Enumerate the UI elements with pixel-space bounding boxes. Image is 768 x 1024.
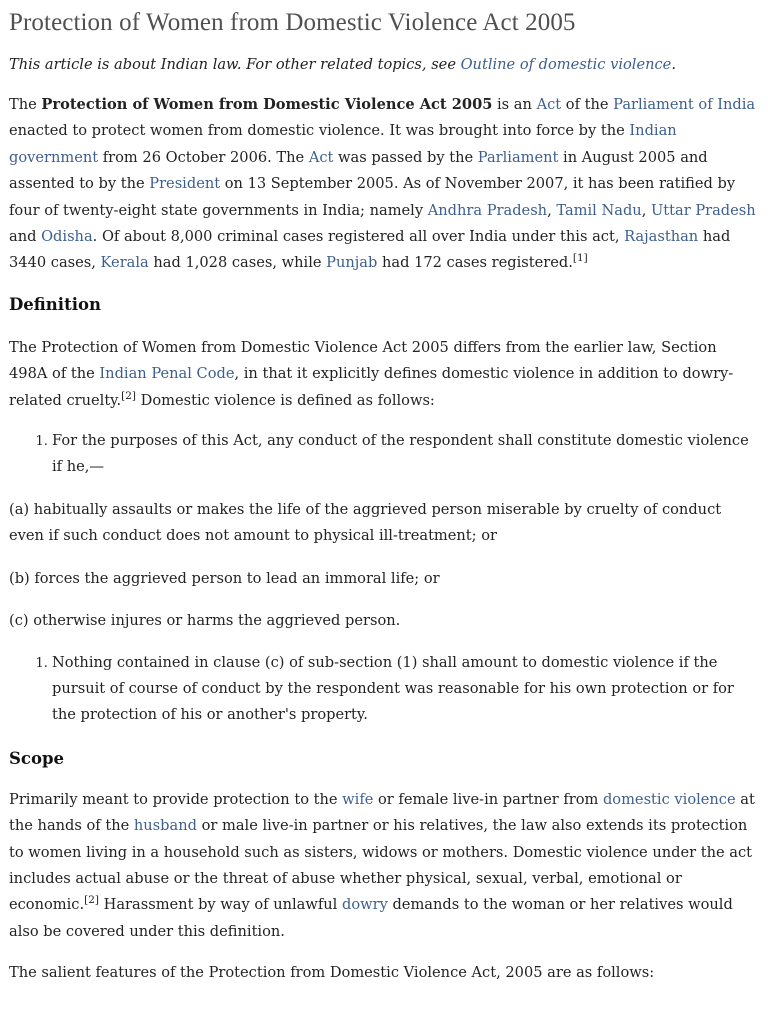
definition-paragraph xyxy=(9,335,758,414)
hatnote xyxy=(9,52,758,78)
link-husband[interactable]: husband xyxy=(133,817,197,835)
scope-paragraph xyxy=(9,787,758,945)
section-heading-scope: Scope xyxy=(9,748,65,768)
exception-list xyxy=(9,650,758,729)
text-run: , xyxy=(641,201,651,219)
text-run: The xyxy=(9,96,42,113)
salient-features-intro: The salient features of the Protection from Domestic Violence Act, 2005 are as follows: xyxy=(9,964,655,982)
reference-link-2[interactable]: [2] xyxy=(121,389,136,402)
section-heading-definition: Definition xyxy=(9,294,101,314)
list-item: 1. For the purposes of this Act, any conduct of the respondent shall constitute domestic violence if he,— xyxy=(52,428,758,481)
link-parliament[interactable]: Parliament xyxy=(477,148,559,166)
text-run: at the hands of the xyxy=(9,790,755,835)
text-run: was passed by the xyxy=(333,148,478,166)
text-run: demands to the woman or her relatives would also be covered under this definition. xyxy=(9,896,733,940)
link-rajasthan[interactable]: Rajasthan xyxy=(624,228,699,246)
link-kerala[interactable]: Kerala xyxy=(100,254,149,272)
page-title: Protection of Women from Domestic Violence Act 2005 xyxy=(9,9,576,36)
text-run: is an xyxy=(492,96,537,113)
text-run: Harassment by way of unlawful xyxy=(98,896,342,914)
link-punjab[interactable]: Punjab xyxy=(326,254,378,272)
link-domestic-violence[interactable]: domestic violence xyxy=(602,790,736,808)
link-uttar-pradesh[interactable]: Uttar Pradesh xyxy=(650,201,756,219)
reference-link-2b[interactable]: [2] xyxy=(84,894,99,907)
text-run: had 3440 cases, xyxy=(9,228,731,272)
hatnote-text: This article is about Indian law. For other related topics, see xyxy=(9,56,461,73)
link-outline-domestic-violence[interactable]: Outline of domestic violence xyxy=(460,56,672,73)
clause-b: (b) forces the aggrieved person to lead an immoral life; or xyxy=(9,569,440,587)
text-run: of the xyxy=(561,96,614,113)
link-indian-government[interactable]: Indian government xyxy=(9,122,677,166)
link-tamil-nadu[interactable]: Tamil Nadu xyxy=(556,201,642,219)
reference-link-1[interactable]: [1] xyxy=(572,252,588,265)
text-run: enacted to protect women from domestic violence. It was brought into force by the xyxy=(9,122,630,140)
text-run: The Protection of Women from Domestic Violence Act 2005 differs from the earlier law, Section 498A of the xyxy=(9,338,717,383)
link-parliament-of-india[interactable]: Parliament of India xyxy=(613,96,756,113)
text-run: Domestic violence is defined as follows: xyxy=(136,391,435,409)
link-president[interactable]: President xyxy=(149,175,221,193)
text-run: or female live-in partner from xyxy=(373,790,603,808)
text-run: or male live-in partner or his relatives, the law also extends its protection to women living in a household such as sisters, widows or mothers. Domestic violence under the act includes actual abuse or the threat of abuse whether physical, sexual, verbal, emotional or economic. xyxy=(9,817,753,914)
text-run: on 13 September 2005. As of November 2007, it has been ratified by four of twenty-eight state governments in India; namely xyxy=(9,175,736,219)
link-odisha[interactable]: Odisha xyxy=(41,228,93,246)
text-run: had 1,028 cases, while xyxy=(148,254,327,272)
text-run: from 26 October 2006. The xyxy=(98,148,309,166)
link-indian-penal-code[interactable]: Indian Penal Code xyxy=(99,365,235,383)
list-item: 1. Nothing contained in clause (c) of sub-section (1) shall amount to domestic violence if the pursuit of course of conduct by the respondent was reasonable for his own protection or for the protection of his or another's property. xyxy=(52,650,758,729)
text-run: and xyxy=(9,228,42,246)
text-run: , in that it explicitly defines domestic violence in addition to dowry-related cruelty. xyxy=(9,365,734,409)
link-act-2[interactable]: Act xyxy=(308,148,334,166)
text-run: had 172 cases registered. xyxy=(377,254,573,272)
text-run: in August 2005 and assented to by the xyxy=(9,148,708,193)
link-dowry[interactable]: dowry xyxy=(341,896,388,914)
intro-paragraph xyxy=(9,92,758,277)
text-run: Primarily meant to provide protection to the xyxy=(9,790,343,808)
article-subject-bold: Protection of Women from Domestic Violence Act 2005 xyxy=(41,96,493,113)
hatnote-suffix: . xyxy=(671,56,676,73)
clause-c: (c) otherwise injures or harms the aggrieved person. xyxy=(9,612,401,630)
link-act[interactable]: Act xyxy=(536,96,562,113)
text-run: . Of about 8,000 criminal cases registered all over India under this act, xyxy=(92,228,625,246)
link-andhra-pradesh[interactable]: Andhra Pradesh xyxy=(427,201,548,219)
text-run: , xyxy=(547,201,557,219)
link-wife[interactable]: wife xyxy=(342,790,374,808)
clause-a: (a) habitually assaults or makes the life of the aggrieved person miserable by cruelty of conduct even if such conduct does not amount to physical ill-treatment; or xyxy=(9,500,722,545)
definition-list xyxy=(9,428,758,481)
